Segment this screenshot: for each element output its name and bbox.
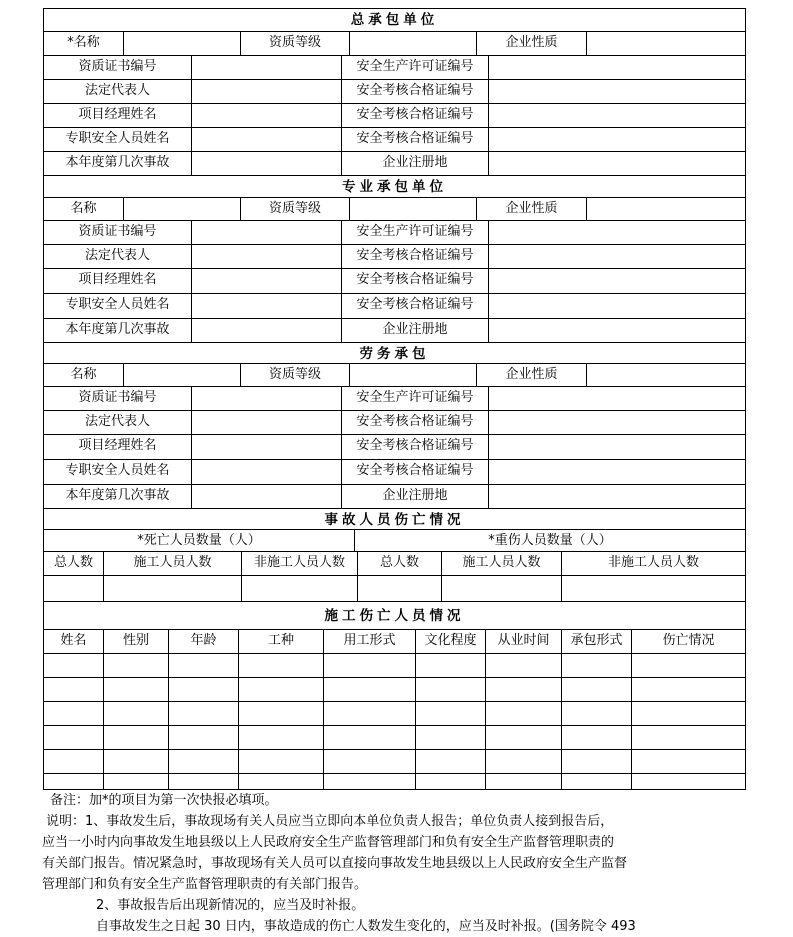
cert-row bbox=[44, 387, 745, 411]
name-value[interactable] bbox=[124, 364, 241, 386]
cert-no-value[interactable] bbox=[192, 387, 342, 410]
injury-table-cell[interactable] bbox=[239, 654, 324, 677]
safety-exam-label: 安全考核合格证编号 bbox=[342, 128, 489, 151]
injury-table-cell[interactable] bbox=[324, 750, 416, 773]
safety-exam-label: 安全考核合格证编号 bbox=[342, 435, 489, 459]
injury-table-cell[interactable] bbox=[104, 702, 169, 725]
injury-table-cell[interactable] bbox=[239, 774, 324, 789]
injury-table-cell[interactable] bbox=[104, 726, 169, 749]
casualty-header-row bbox=[44, 552, 745, 576]
injury-table-cell[interactable] bbox=[169, 678, 239, 701]
injury-table-cell[interactable] bbox=[239, 678, 324, 701]
instruction-line: 2、事故报告后出现新情况的，应当及时补报。 bbox=[96, 898, 365, 913]
injury-table-cell[interactable] bbox=[632, 774, 745, 789]
pm-label: 项目经理姓名 bbox=[44, 104, 192, 127]
safety-staff-label: 专职安全人员姓名 bbox=[44, 460, 192, 484]
name-row bbox=[44, 364, 745, 387]
injury-table-cell[interactable] bbox=[562, 726, 632, 749]
pm-label: 项目经理姓名 bbox=[44, 269, 192, 293]
injury-table-cell[interactable] bbox=[44, 654, 104, 677]
injury-table-cell[interactable] bbox=[486, 774, 562, 789]
injury-total-value[interactable] bbox=[358, 576, 442, 601]
injury-table-row bbox=[44, 654, 745, 678]
injury-table-row bbox=[44, 750, 745, 774]
pm-label: 项目经理姓名 bbox=[44, 435, 192, 459]
safety-staff-row bbox=[44, 128, 745, 152]
registration-label: 企业注册地 bbox=[342, 319, 489, 342]
safety-exam-label: 安全考核合格证编号 bbox=[342, 80, 489, 103]
injury-table-cell[interactable] bbox=[169, 702, 239, 725]
instruction-line: 自事故发生之日起 30 日内，事故造成的伤亡人数发生变化的，应当及时补报。(国务院令 493 bbox=[96, 919, 636, 934]
injury-table-row bbox=[44, 774, 745, 789]
cert-no-label: 资质证书编号 bbox=[44, 221, 192, 244]
column-header: 文化程度 bbox=[416, 630, 486, 653]
injury-table-cell[interactable] bbox=[632, 702, 745, 725]
section-header-labor bbox=[44, 343, 745, 364]
injury-table-cell[interactable] bbox=[239, 702, 324, 725]
instruction-line: 说明：1、事故发生后，事故现场有关人员应当立即向本单位负责人报告；单位负责人接到报告后， bbox=[46, 814, 614, 829]
instruction-line: 应当一小时内向事故发生地县级以上人民政府安全生产监督管理部门和负有安全生产监督管理职责的 bbox=[42, 835, 615, 850]
accident-count-label: 本年度第几次事故 bbox=[44, 319, 192, 342]
death-non-workers-value[interactable] bbox=[242, 576, 358, 601]
safety-exam-value[interactable] bbox=[489, 435, 745, 459]
accident-count-label: 本年度第几次事故 bbox=[44, 485, 192, 508]
injury-non-workers-value[interactable] bbox=[562, 576, 745, 601]
section-title: 专业承包单位 bbox=[342, 179, 447, 195]
section-title: 总承包单位 bbox=[350, 12, 439, 28]
safety-exam-label: 安全考核合格证编号 bbox=[342, 411, 489, 434]
accident-count-value[interactable] bbox=[192, 485, 342, 508]
injury-table-cell[interactable] bbox=[104, 678, 169, 701]
pm-value[interactable] bbox=[192, 269, 342, 293]
enterprise-nature-value[interactable] bbox=[587, 198, 745, 220]
accident-count-row bbox=[44, 485, 745, 509]
injury-table-cell[interactable] bbox=[324, 774, 416, 789]
safety-staff-value[interactable] bbox=[192, 128, 342, 151]
injury-table-cell[interactable] bbox=[44, 678, 104, 701]
injury-table-cell[interactable] bbox=[44, 726, 104, 749]
column-header: 承包形式 bbox=[562, 630, 632, 653]
safety-exam-label: 安全考核合格证编号 bbox=[342, 245, 489, 268]
safety-exam-value[interactable] bbox=[489, 411, 745, 434]
legal-rep-row bbox=[44, 245, 745, 269]
safety-staff-label: 专职安全人员姓名 bbox=[44, 128, 192, 151]
registration-value[interactable] bbox=[489, 319, 745, 342]
safety-license-label: 安全生产许可证编号 bbox=[342, 387, 489, 410]
cert-no-label: 资质证书编号 bbox=[44, 387, 192, 410]
qualification-label: 资质等级 bbox=[241, 32, 350, 55]
injury-table-cell[interactable] bbox=[169, 654, 239, 677]
name-row bbox=[44, 32, 745, 56]
injury-table-cell[interactable] bbox=[416, 774, 486, 789]
name-label: *名称 bbox=[44, 32, 124, 55]
injury-table-cell[interactable] bbox=[169, 774, 239, 789]
qualification-value[interactable] bbox=[350, 364, 477, 386]
death-total-label: 总人数 bbox=[44, 552, 104, 575]
safety-license-value[interactable] bbox=[489, 221, 745, 244]
safety-exam-value[interactable] bbox=[489, 104, 745, 127]
column-header: 伤亡情况 bbox=[662, 633, 715, 648]
death-workers-value[interactable] bbox=[104, 576, 242, 601]
column-header: 用工形式 bbox=[324, 630, 416, 653]
pm-row bbox=[44, 104, 745, 128]
safety-exam-value[interactable] bbox=[489, 80, 745, 103]
pm-row bbox=[44, 435, 745, 460]
cert-row bbox=[44, 56, 745, 80]
death-total-value[interactable] bbox=[44, 576, 104, 601]
safety-exam-label: 安全考核合格证编号 bbox=[342, 104, 489, 127]
injury-table-cell[interactable] bbox=[486, 726, 562, 749]
enterprise-nature-label: 企业性质 bbox=[477, 364, 587, 386]
qualification-value[interactable] bbox=[350, 198, 477, 220]
safety-exam-value[interactable] bbox=[489, 294, 745, 318]
injury-table-cell[interactable] bbox=[324, 654, 416, 677]
injury-table-cell[interactable] bbox=[104, 774, 169, 789]
injury-table-cell[interactable] bbox=[416, 726, 486, 749]
injury-table-cell[interactable] bbox=[562, 678, 632, 701]
accident-count-row bbox=[44, 152, 745, 176]
enterprise-nature-value[interactable] bbox=[587, 32, 745, 55]
section-header-casualties bbox=[44, 509, 745, 530]
instruction-line: 有关部门报告。情况紧急时，事故现场有关人员可以直接向事故发生地县级以上人民政府安全生产监督 bbox=[42, 856, 628, 871]
safety-staff-label: 专职安全人员姓名 bbox=[44, 294, 192, 318]
qualification-label: 资质等级 bbox=[241, 364, 350, 386]
enterprise-nature-label: 企业性质 bbox=[477, 198, 587, 220]
legal-rep-label: 法定代表人 bbox=[44, 80, 192, 103]
column-header: 性别 bbox=[104, 630, 169, 653]
legal-rep-value[interactable] bbox=[192, 411, 342, 434]
cert-no-value[interactable] bbox=[192, 221, 342, 244]
safety-license-value[interactable] bbox=[489, 56, 745, 79]
section-header-construction bbox=[44, 602, 745, 630]
safety-exam-label: 安全考核合格证编号 bbox=[342, 269, 489, 293]
injury-table-cell[interactable] bbox=[324, 726, 416, 749]
injury-table-cell[interactable] bbox=[324, 702, 416, 725]
injury-table-cell[interactable] bbox=[44, 750, 104, 773]
injury-table-cell[interactable] bbox=[239, 750, 324, 773]
notes-section bbox=[42, 790, 762, 937]
legal-rep-value[interactable] bbox=[192, 80, 342, 103]
name-value[interactable] bbox=[124, 198, 241, 220]
injury-non-workers-label: 非施工人员人数 bbox=[607, 555, 699, 570]
legal-rep-value[interactable] bbox=[192, 245, 342, 268]
injury-table-cell[interactable] bbox=[416, 654, 486, 677]
qualification-value[interactable] bbox=[350, 32, 477, 55]
safety-staff-value[interactable] bbox=[192, 460, 342, 484]
death-workers-label: 施工人员人数 bbox=[104, 552, 242, 575]
column-header: 从业时间 bbox=[486, 630, 562, 653]
registration-label: 企业注册地 bbox=[342, 152, 489, 175]
registration-value[interactable] bbox=[489, 152, 745, 175]
injury-table-cell[interactable] bbox=[324, 678, 416, 701]
column-header: 年龄 bbox=[169, 630, 239, 653]
cert-row bbox=[44, 221, 745, 245]
injury-workers-value[interactable] bbox=[442, 576, 562, 601]
injury-table-cell[interactable] bbox=[169, 726, 239, 749]
registration-value[interactable] bbox=[489, 485, 745, 508]
accident-count-value[interactable] bbox=[192, 319, 342, 342]
injuries-label: *重伤人员数量（人） bbox=[488, 533, 612, 548]
injury-table-cell[interactable] bbox=[562, 774, 632, 789]
legal-rep-label: 法定代表人 bbox=[44, 411, 192, 434]
injury-table-cell[interactable] bbox=[632, 750, 745, 773]
column-header: 工种 bbox=[239, 630, 324, 653]
injury-table-cell[interactable] bbox=[486, 702, 562, 725]
injury-table-cell[interactable] bbox=[169, 750, 239, 773]
injury-table-header bbox=[44, 630, 745, 654]
safety-staff-row bbox=[44, 460, 745, 485]
casualty-type-row bbox=[44, 530, 745, 552]
section-title: 施工伤亡人员情况 bbox=[324, 608, 465, 624]
injury-table-cell[interactable] bbox=[632, 726, 745, 749]
accident-report-form bbox=[43, 8, 746, 790]
accident-count-label: 本年度第几次事故 bbox=[44, 152, 192, 175]
injury-table-cell[interactable] bbox=[104, 654, 169, 677]
safety-license-value[interactable] bbox=[489, 387, 745, 410]
safety-staff-row bbox=[44, 294, 745, 319]
injury-table-cell[interactable] bbox=[104, 750, 169, 773]
accident-count-value[interactable] bbox=[192, 152, 342, 175]
deaths-label: *死亡人员数量（人） bbox=[44, 530, 355, 551]
cert-no-value[interactable] bbox=[192, 56, 342, 79]
pm-value[interactable] bbox=[192, 435, 342, 459]
remark-text: 备注：加*的项目为第一次快报必填项。 bbox=[50, 793, 278, 808]
injury-table-cell[interactable] bbox=[486, 750, 562, 773]
safety-license-label: 安全生产许可证编号 bbox=[342, 56, 489, 79]
safety-exam-value[interactable] bbox=[489, 245, 745, 268]
enterprise-nature-label: 企业性质 bbox=[477, 32, 587, 55]
instruction-line: 管理部门和负有安全生产监督管理职责的有关部门报告。 bbox=[42, 877, 368, 892]
section-title: 事故人员伤亡情况 bbox=[324, 512, 465, 528]
safety-exam-value[interactable] bbox=[489, 269, 745, 293]
qualification-label: 资质等级 bbox=[241, 198, 350, 220]
registration-label: 企业注册地 bbox=[342, 485, 489, 508]
injury-table-cell[interactable] bbox=[632, 678, 745, 701]
name-value[interactable] bbox=[124, 32, 241, 55]
safety-exam-value[interactable] bbox=[489, 460, 745, 484]
injury-table-row bbox=[44, 726, 745, 750]
injury-total-label: 总人数 bbox=[358, 552, 442, 575]
safety-exam-label: 安全考核合格证编号 bbox=[342, 460, 489, 484]
safety-exam-label: 安全考核合格证编号 bbox=[342, 294, 489, 318]
injury-table-cell[interactable] bbox=[416, 702, 486, 725]
accident-count-row bbox=[44, 319, 745, 343]
injury-table-cell[interactable] bbox=[562, 702, 632, 725]
injury-table-cell[interactable] bbox=[562, 654, 632, 677]
injury-table-cell[interactable] bbox=[416, 750, 486, 773]
column-header: 姓名 bbox=[44, 630, 104, 653]
safety-license-label: 安全生产许可证编号 bbox=[342, 221, 489, 244]
section-header-general bbox=[44, 9, 745, 32]
pm-value[interactable] bbox=[192, 104, 342, 127]
injury-table-cell[interactable] bbox=[486, 654, 562, 677]
injury-table-cell[interactable] bbox=[44, 702, 104, 725]
cert-no-label: 资质证书编号 bbox=[44, 56, 192, 79]
injury-table-cell[interactable] bbox=[632, 654, 745, 677]
safety-staff-value[interactable] bbox=[192, 294, 342, 318]
name-row bbox=[44, 198, 745, 221]
injury-table-cell[interactable] bbox=[239, 726, 324, 749]
injury-workers-label: 施工人员人数 bbox=[442, 552, 562, 575]
name-label: 名称 bbox=[44, 198, 124, 220]
section-title: 劳务承包 bbox=[359, 346, 430, 362]
legal-rep-row bbox=[44, 80, 745, 104]
injury-table-cell[interactable] bbox=[416, 678, 486, 701]
enterprise-nature-value[interactable] bbox=[587, 364, 745, 386]
section-header-specialty bbox=[44, 176, 745, 198]
injury-table-row bbox=[44, 678, 745, 702]
death-non-workers-label: 非施工人员人数 bbox=[242, 552, 358, 575]
injury-table-cell[interactable] bbox=[44, 774, 104, 789]
pm-row bbox=[44, 269, 745, 294]
name-label: 名称 bbox=[44, 364, 124, 386]
injury-table-cell[interactable] bbox=[562, 750, 632, 773]
casualty-value-row bbox=[44, 576, 745, 602]
legal-rep-row bbox=[44, 411, 745, 435]
legal-rep-label: 法定代表人 bbox=[44, 245, 192, 268]
safety-exam-value[interactable] bbox=[489, 128, 745, 151]
injury-table-row bbox=[44, 702, 745, 726]
injury-table-cell[interactable] bbox=[486, 678, 562, 701]
